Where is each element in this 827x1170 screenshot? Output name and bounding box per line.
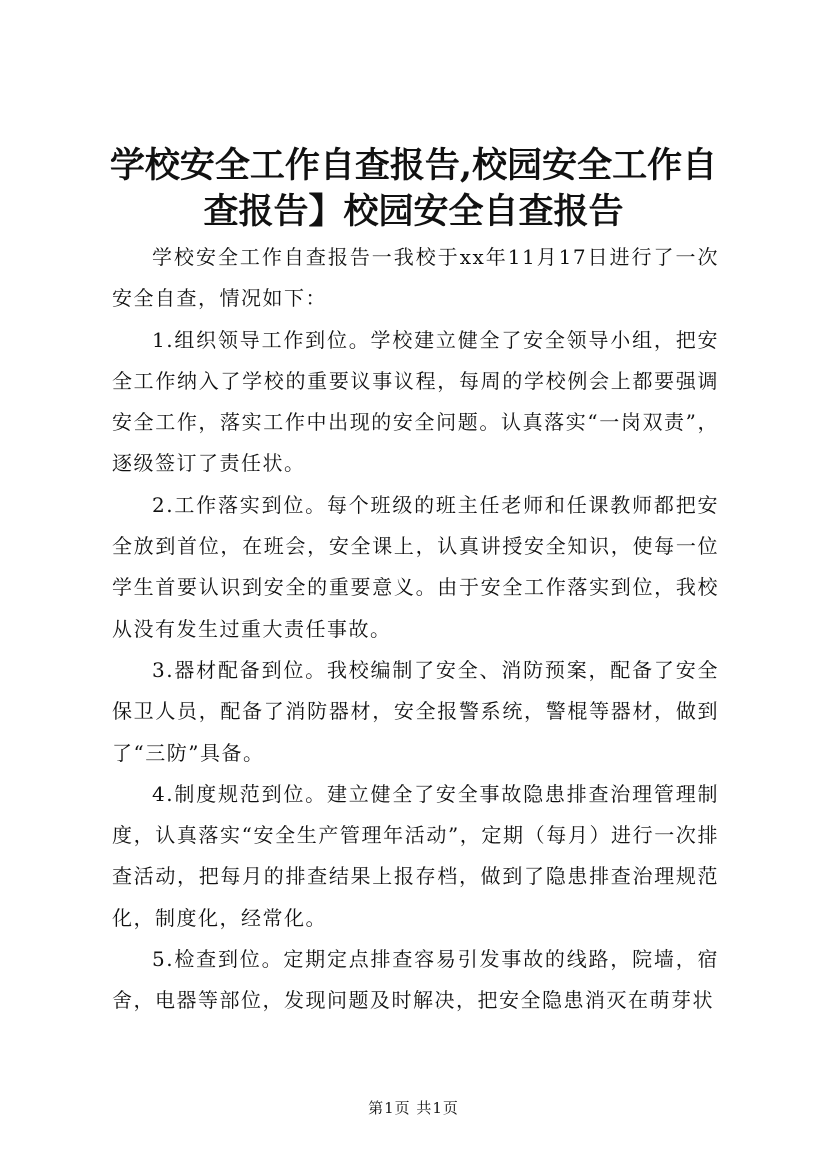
document-body [112, 237, 719, 1022]
paragraph-item-2: 2.工作落实到位。每个班级的班主任老师和任课教师都把安全放到首位，在班会，安全课上，认真讲授安全知识，使每一位学生首要认识到安全的重要意义。由于安全工作落实到位，我校从没有发生过重大责任事故。 [112, 492, 719, 641]
document-title: 学校安全工作自查报告,校园安全工作自查报告】校园安全自查报告 [109, 145, 718, 232]
paragraph-item-3: 3.器材配备到位。我校编制了安全、消防预案，配备了安全保卫人员，配备了消防器材，安全报警系统，警棍等器材，做到了“三防”具备。 [112, 657, 719, 765]
paragraph-item-5: 5.检查到位。定期定点排查容易引发事故的线路，院墙，宿舍，电器等部位，发现问题及时解决，把安全隐患消灭在萌芽状 [112, 947, 719, 1013]
paragraph-item-4: 4.制度规范到位。建立健全了安全事故隐患排查治理管理制度，认真落实“安全生产管理年活动”，定期（每月）进行一次排查活动，把每月的排查结果上报存档，做到了隐患排查治理规范化，制度化，经常化。 [112, 781, 719, 930]
page-footer: 第1页 共1页 [368, 1099, 459, 1117]
paragraph-intro: 学校安全工作自查报告一我校于xx年11月17日进行了一次安全自查，情况如下： [112, 245, 719, 311]
paragraph-item-1: 1.组织领导工作到位。学校建立健全了安全领导小组，把安全工作纳入了学校的重要议事议程，每周的学校例会上都要强调安全工作，落实工作中出现的安全问题。认真落实“一岗双责”，逐级签订了责任状。 [112, 327, 719, 476]
